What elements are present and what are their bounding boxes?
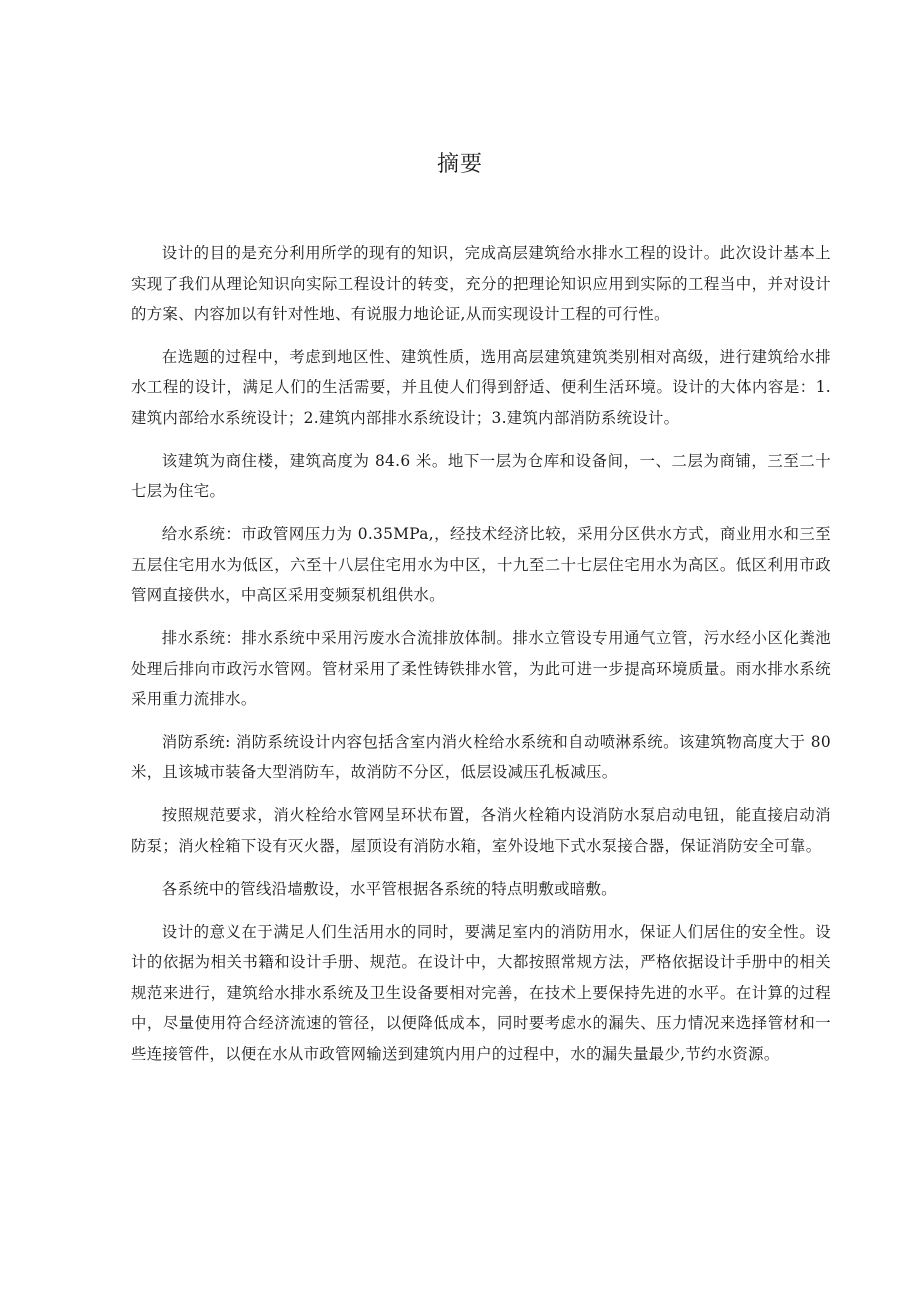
paragraph-pipe-laying: 各系统中的管线沿墙敷设，水平管根据各系统的特点明敷或暗敷。 (161, 879, 617, 898)
abstract-body (131, 238, 831, 1082)
paragraph-fire-protection: 消防系统: 消防系统设计内容包括含室内消火栓给水系统和自动喷淋系统。该建筑物高度大于 80 米，且该城市装备大型消防车，故消防不分区，低层设减压孔板减压。 (131, 732, 831, 782)
page-title: 摘要 (436, 152, 483, 177)
paragraph-drainage: 排水系统：排水系统中采用污废水合流排放体制。排水立管设专用通气立管，污水经小区化粪池处理后排向市政污水管网。管材采用了柔性铸铁排水管，为此可进一步提高环境质量。雨水排水系统采用重力流排水。 (131, 629, 831, 709)
paragraph-topic-selection: 在选题的过程中，考虑到地区性、建筑性质，选用高层建筑建筑类别相对高级，进行建筑给水排水工程的设计，满足人们的生活需要，并且使人们得到舒适、便利生活环境。设计的大体内容是：1.建筑内部给水系统设计；2.建筑内部排水系统设计；3.建筑内部消防系统设计。 (131, 347, 831, 427)
paragraph-building-overview: 该建筑为商住楼，建筑高度为 84.6 米。地下一层为仓库和设备间，一、二层为商铺，三至二十七层为住宅。 (131, 451, 831, 501)
paragraph-purpose: 设计的目的是充分利用所学的现有的知识，完成高层建筑给水排水工程的设计。此次设计基本上实现了我们从理论知识向实际工程设计的转变，充分的把理论知识应用到实际的工程当中，并对设计的方案、内容加以有针对性地、有说服力地论证,从而实现设计工程的可行性。 (131, 244, 831, 323)
paragraph-hydrant-layout: 按照规范要求，消火栓给水管网呈环状布置，各消火栓箱内设消防水泵启动电钮，能直接启动消防泵；消火栓箱下设有灭火器，屋顶设有消防水箱，室外设地下式水泵接合器，保证消防安全可靠。 (131, 806, 831, 855)
paragraph-water-supply: 给水系统：市政管网压力为 0.35MPa,，经技术经济比较，采用分区供水方式，商业用水和三至五层住宅用水为低区，六至十八层住宅用水为中区，十九至二十七层住宅用水为高区。低区利用市政管网直接供水，中高区采用变频泵机组供水。 (131, 525, 831, 605)
paragraph-significance: 设计的意义在于满足人们生活用水的同时，要满足室内的消防用水，保证人们居住的安全性。设计的依据为相关书籍和设计手册、规范。在设计中，大都按照常规方法，严格依据设计手册中的相关规范来进行，建筑给水排水系统及卫生设备要相对完善，在技术上要保持先进的水平。在计算的过程中，尽量使用符合经济流速的管径，以便降低成本，同时要考虑水的漏失、压力情况来选择管材和一些连接管件，以便在水从市政管网输送到建筑内用户的过程中，水的漏失量最少,节约水资源。 (131, 922, 831, 1063)
